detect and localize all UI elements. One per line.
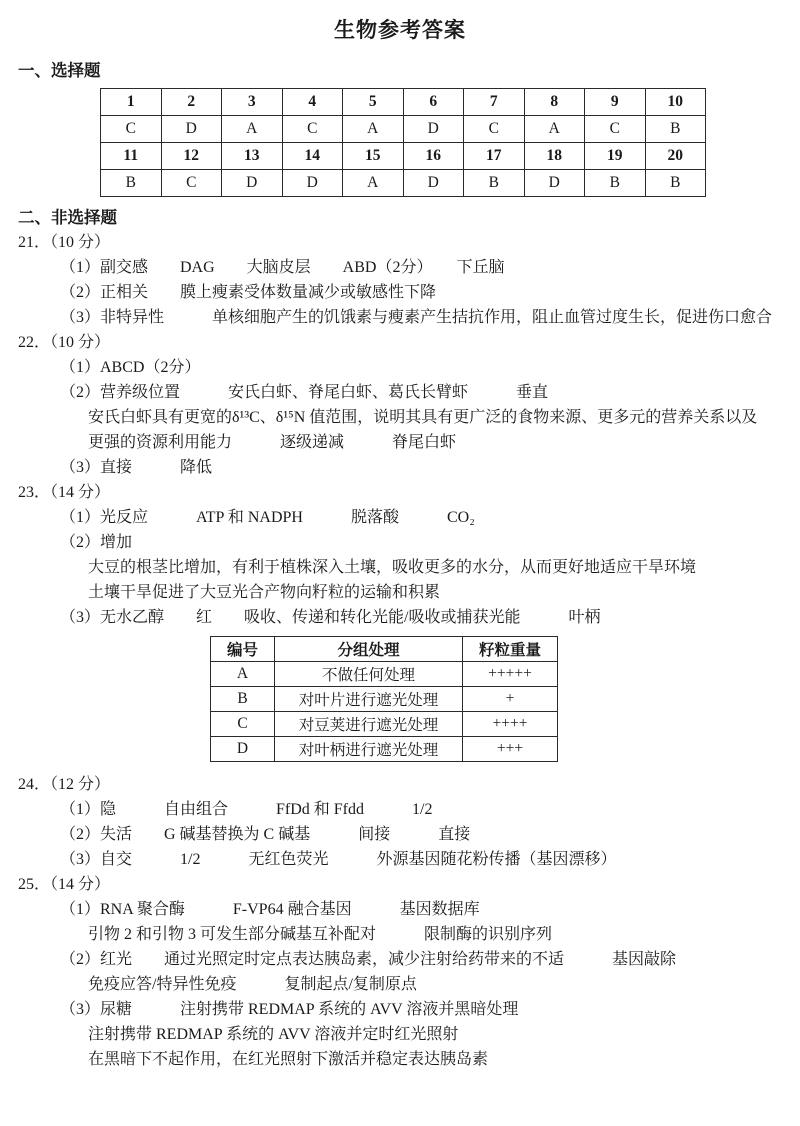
experiment-table-header-row — [211, 637, 558, 662]
answer-line: 更强的资源利用能力 逐级递减 脊尾白虾 — [88, 434, 457, 451]
answer-line: （3）无水乙醇 红 吸收、传递和转化光能/吸收或捕获光能 叶柄 — [60, 609, 601, 626]
answer-line: （2）正相关 膜上瘦素受体数量减少或敏感性下降 — [60, 284, 437, 301]
treatment-cell: 对叶片进行遮光处理 — [275, 687, 463, 712]
answer-cell: D — [222, 170, 283, 197]
answer-cell: B — [101, 170, 162, 197]
experiment-header-cell: 籽粒重量 — [463, 637, 558, 662]
weight-cell: + — [463, 687, 558, 712]
group-id-cell: B — [211, 687, 275, 712]
question-number-cell: 18 — [524, 143, 585, 170]
question-21 — [18, 230, 782, 330]
weight-cell: ++++ — [463, 712, 558, 737]
choice-answer-table — [100, 88, 706, 197]
experiment-table-row — [211, 662, 558, 687]
question-24 — [18, 772, 782, 872]
question-number-cell: 19 — [585, 143, 646, 170]
question-number-cell: 8 — [524, 89, 585, 116]
answer-cell: B — [585, 170, 646, 197]
answer-cell: D — [524, 170, 585, 197]
answer-cell: A — [524, 116, 585, 143]
question-number: 24．（12 分） — [18, 776, 111, 793]
answer-line: 在黑暗下不起作用，在红光照射下激活并稳定表达胰岛素 — [88, 1051, 489, 1068]
answer-line: （2）增加 — [60, 534, 133, 551]
question-number-cell: 11 — [101, 143, 162, 170]
answer-cell: C — [101, 116, 162, 143]
table-row-numbers — [101, 89, 706, 116]
experiment-table-row — [211, 737, 558, 762]
answer-cell: C — [161, 170, 222, 197]
experiment-table-row — [211, 712, 558, 737]
treatment-cell: 对叶柄进行遮光处理 — [275, 737, 463, 762]
answer-cell: B — [645, 170, 706, 197]
answer-cell: D — [161, 116, 222, 143]
question-number-cell: 17 — [464, 143, 525, 170]
question-number-cell: 14 — [282, 143, 343, 170]
question-number: 23．（14 分） — [18, 484, 111, 501]
question-number-cell: 9 — [585, 89, 646, 116]
question-number: 22．（10 分） — [18, 334, 111, 351]
question-number: 25．（14 分） — [18, 876, 111, 893]
section-heading-free-response: 二、非选择题 — [18, 208, 117, 227]
question-number-cell: 6 — [403, 89, 464, 116]
question-number-cell: 2 — [161, 89, 222, 116]
answer-line: （2）红光 通过光照定时定点表达胰岛素，减少注射给药带来的不适 基因敲除 — [60, 951, 677, 968]
question-number-cell: 4 — [282, 89, 343, 116]
answer-cell: D — [282, 170, 343, 197]
weight-cell: +++++ — [463, 662, 558, 687]
group-id-cell: A — [211, 662, 275, 687]
question-number-cell: 12 — [161, 143, 222, 170]
answer-line: （3）尿糖 注射携带 REDMAP 系统的 AVV 溶液并黑暗处理 — [60, 1001, 519, 1018]
answer-line: （3）直接 降低 — [60, 459, 213, 476]
question-23 — [18, 480, 782, 762]
question-number-cell: 3 — [222, 89, 283, 116]
question-number-cell: 1 — [101, 89, 162, 116]
group-id-cell: C — [211, 712, 275, 737]
answer-line: （1）ABCD（2分） — [60, 359, 201, 376]
question-number-cell: 5 — [343, 89, 404, 116]
table-row-numbers — [101, 143, 706, 170]
question-number-cell: 10 — [645, 89, 706, 116]
answer-cell: A — [343, 170, 404, 197]
answer-line: （1）隐 自由组合 FfDd 和 Ffdd 1/2 — [60, 801, 433, 818]
answer-line: （1）RNA 聚合酶 F-VP64 融合基因 基因数据库 — [60, 901, 480, 918]
weight-cell: +++ — [463, 737, 558, 762]
question-number: 21．（10 分） — [18, 234, 111, 251]
section-heading-choice: 一、选择题 — [18, 61, 101, 80]
question-number-cell: 7 — [464, 89, 525, 116]
answer-line: 注射携带 REDMAP 系统的 AVV 溶液并定时红光照射 — [88, 1026, 459, 1043]
group-id-cell: D — [211, 737, 275, 762]
answer-cell: D — [403, 170, 464, 197]
treatment-cell: 对豆荚进行遮光处理 — [275, 712, 463, 737]
answer-cell: C — [282, 116, 343, 143]
page-title: 生物参考答案 — [334, 18, 466, 42]
experiment-header-cell: 分组处理 — [275, 637, 463, 662]
answer-line: 安氏白虾具有更宽的δ¹³C、δ¹⁵N 值范围，说明其具有更广泛的食物来源、更多元的营养关系以及 — [88, 409, 758, 426]
experiment-table — [210, 636, 558, 762]
treatment-cell: 不做任何处理 — [275, 662, 463, 687]
question-number-cell: 20 — [645, 143, 706, 170]
answer-cell: C — [464, 116, 525, 143]
question-22 — [18, 330, 782, 480]
answer-cell: B — [464, 170, 525, 197]
answer-cell: D — [403, 116, 464, 143]
answer-cell: B — [645, 116, 706, 143]
answer-line: （3）非特异性 单核细胞产生的饥饿素与瘦素产生拮抗作用，阻止血管过度生长，促进伤口愈合 — [60, 309, 773, 326]
answer-cell: C — [585, 116, 646, 143]
answer-line: 引物 2 和引物 3 可发生部分碱基互补配对 限制酶的识别序列 — [88, 926, 553, 943]
question-25 — [18, 872, 782, 1072]
answer-cell: A — [222, 116, 283, 143]
answer-line: （2）失活 G 碱基替换为 C 碱基 间接 直接 — [60, 826, 471, 843]
answer-line: （3）自交 1/2 无红色荧光 外源基因随花粉传播（基因漂移） — [60, 851, 617, 868]
question-number-cell: 16 — [403, 143, 464, 170]
table-row-answers — [101, 116, 706, 143]
experiment-header-cell: 编号 — [211, 637, 275, 662]
answer-line: 免疫应答/特异性免疫 复制起点/复制原点 — [88, 976, 417, 993]
answer-line: 土壤干旱促进了大豆光合产物向籽粒的运输和积累 — [88, 584, 441, 601]
answer-line: 大豆的根茎比增加，有利于植株深入土壤，吸收更多的水分，从而更好地适应干旱环境 — [88, 559, 697, 576]
answer-line: （2）营养级位置 安氏白虾、脊尾白虾、葛氏长臂虾 垂直 — [60, 384, 549, 401]
answer-line: （1）副交感 DAG 大脑皮层 ABD（2分） 下丘脑 — [60, 259, 505, 276]
question-number-cell: 13 — [222, 143, 283, 170]
answer-cell: A — [343, 116, 404, 143]
table-row-answers — [101, 170, 706, 197]
question-number-cell: 15 — [343, 143, 404, 170]
answer-line: （1）光反应 ATP 和 NADPH 脱落酸 CO₂ — [60, 509, 475, 526]
experiment-table-row — [211, 687, 558, 712]
